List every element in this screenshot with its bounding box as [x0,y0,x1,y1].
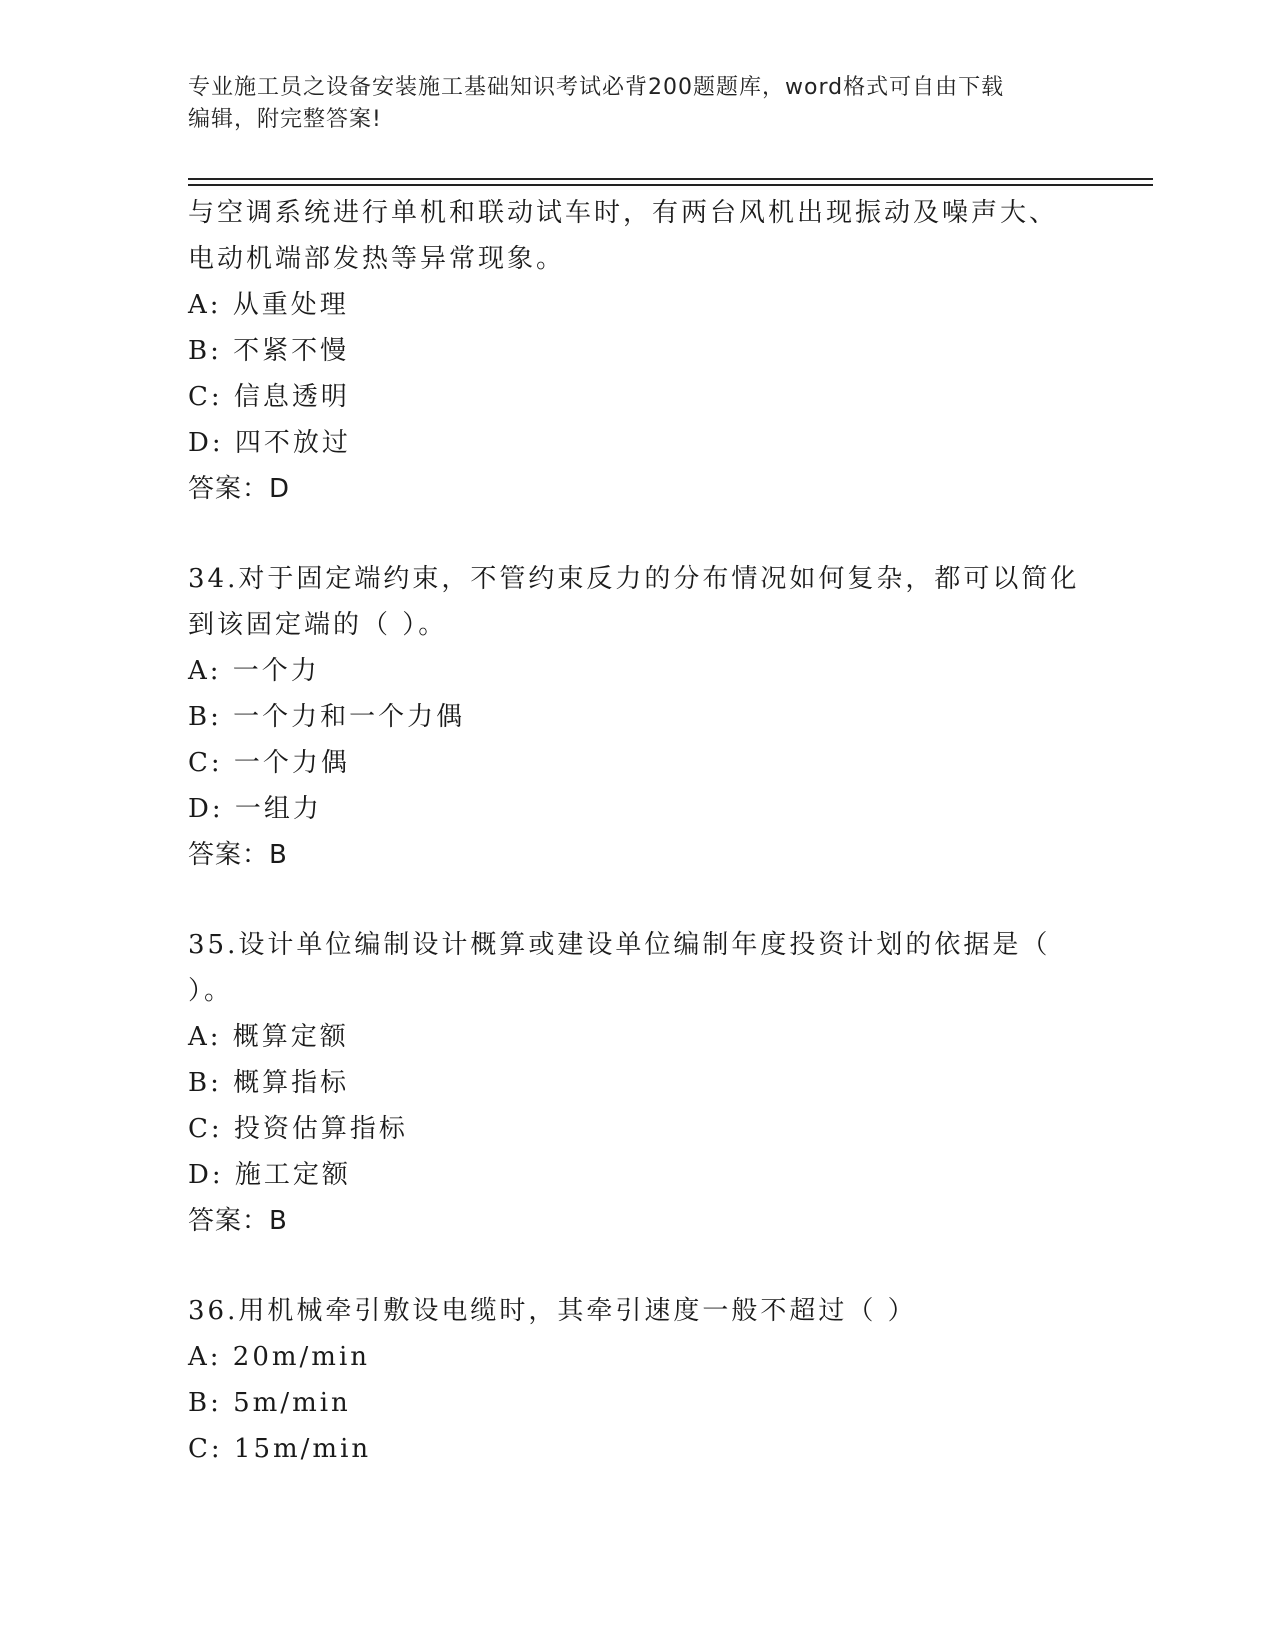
question-list [188,190,1088,1472]
option-d: D: 四不放过 [188,428,351,458]
question-stem-line: 与空调系统进行单机和联动试车时，有两台风机出现振动及噪声大、 [188,198,1059,228]
question-stem-line: 36.用机械牵引敷设电缆时，其牵引速度一般不超过（ ） [188,1296,917,1326]
question-spacer [188,512,1088,556]
question-34 [188,556,1088,878]
option-c: C: 一个力偶 [188,748,350,778]
answer-line: 答案：D [188,474,291,504]
question-spacer [188,878,1088,922]
question-spacer [188,1244,1088,1288]
question-35 [188,922,1088,1244]
option-b: B: 概算指标 [188,1068,350,1098]
question-stem-line: 电动机端部发热等异常现象。 [188,244,566,274]
option-b: B: 一个力和一个力偶 [188,702,466,732]
option-c: C: 15m/min [188,1434,372,1464]
option-b: B: 5m/min [188,1388,351,1418]
header-rule-top [188,178,1153,180]
option-a: A: 概算定额 [188,1022,349,1052]
question-stem-line: 34.对于固定端约束，不管约束反力的分布情况如何复杂，都可以简化 [188,564,1080,594]
question-stem-line: 35.设计单位编制设计概算或建设单位编制年度投资计划的依据是（ [188,930,1051,960]
option-a: A: 20m/min [188,1342,371,1372]
question-stem-line: ）。 [188,976,234,1006]
question-33 [188,190,1088,512]
answer-line: 答案：B [188,1206,288,1236]
document-header [188,72,1088,136]
option-c: C: 信息透明 [188,382,350,412]
option-a: A: 从重处理 [188,290,349,320]
question-stem-line: 到该固定端的（ ）。 [188,610,448,640]
option-d: D: 一组力 [188,794,322,824]
header-title-line2: 编辑，附完整答案! [188,107,382,132]
option-a: A: 一个力 [188,656,320,686]
answer-line: 答案：B [188,840,288,870]
header-rule-bottom [188,184,1153,186]
option-b: B: 不紧不慢 [188,336,350,366]
option-c: C: 投资估算指标 [188,1114,408,1144]
option-d: D: 施工定额 [188,1160,351,1190]
question-36 [188,1288,1088,1472]
header-title-line1: 专业施工员之设备安装施工基础知识考试必背200题题库，word格式可自由下载 [188,75,1005,100]
